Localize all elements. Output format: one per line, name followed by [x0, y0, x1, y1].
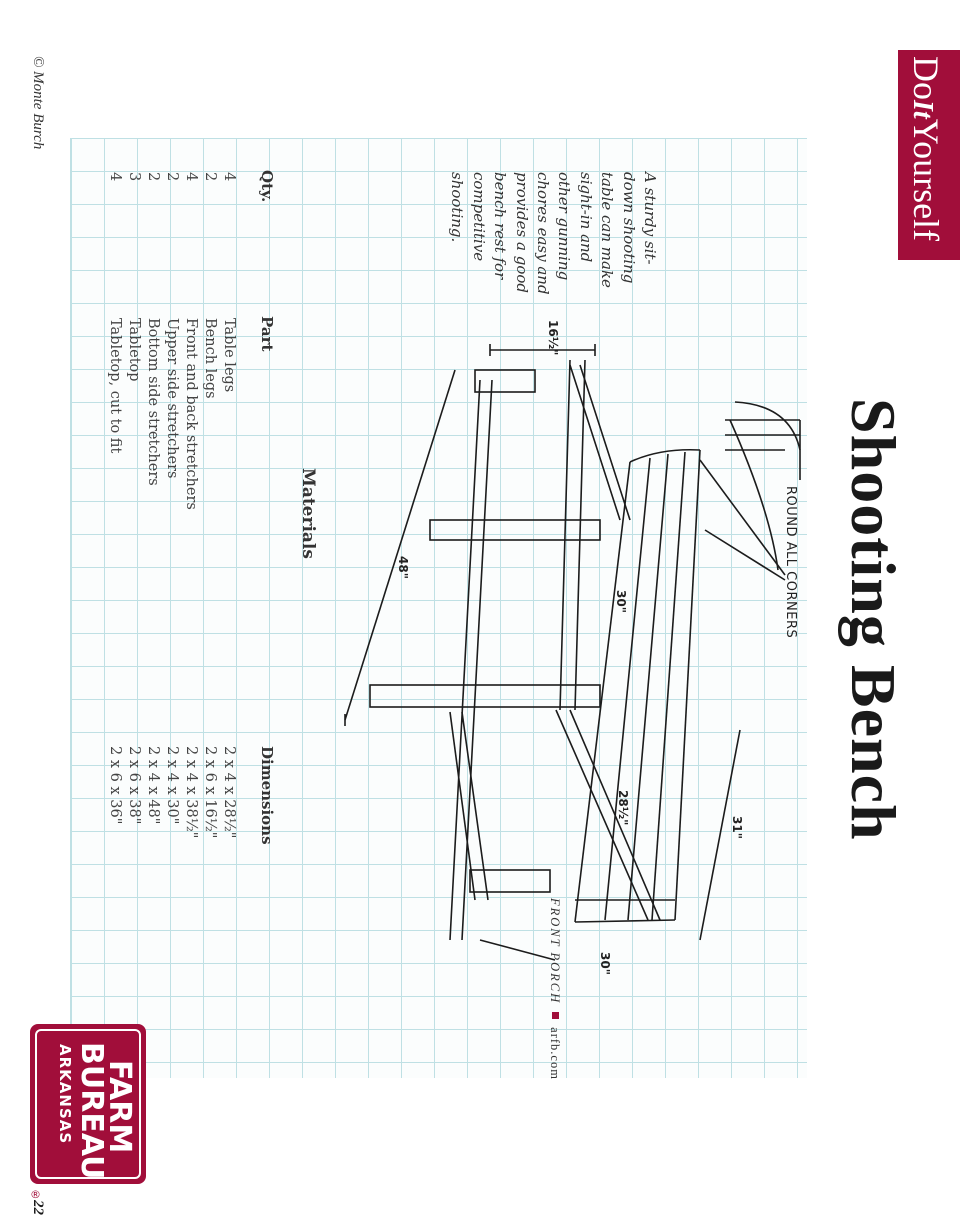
- section-tab-do: Do: [906, 56, 946, 100]
- dim-length: 48": [396, 556, 410, 579]
- materials-heading: Materials: [298, 468, 318, 559]
- part-cell: Table legs: [221, 318, 237, 393]
- rear-rail: [560, 360, 585, 710]
- qty-cell: 3: [126, 172, 142, 182]
- part-cell: Front and back stretchers: [183, 318, 199, 510]
- dim-inner-depth: 28½": [616, 790, 630, 826]
- page-number: 22: [30, 1200, 46, 1215]
- footer-magazine: FRONT PORCH: [548, 898, 562, 1005]
- qty-cell: 4: [183, 172, 199, 182]
- qty-cell: 2: [145, 172, 161, 182]
- section-tab-it: It: [907, 100, 938, 119]
- blurb-line: A sturdy sit-: [641, 172, 659, 265]
- intro-blurb: [446, 172, 660, 295]
- footer-separator: [552, 1012, 559, 1019]
- header-qty: Qty.: [258, 170, 276, 203]
- header-part: Part: [258, 316, 276, 352]
- part-column: [105, 318, 238, 510]
- bench-drawing: [330, 340, 820, 980]
- logo-arkansas: ARKANSAS: [56, 1044, 74, 1145]
- blurb-line: bench rest for: [491, 172, 510, 280]
- part-cell: Bottom side stretchers: [145, 318, 161, 486]
- part-cell: Tabletop: [126, 318, 142, 382]
- farm-bureau-logo: [30, 1024, 146, 1184]
- qty-cell: 4: [221, 172, 237, 182]
- tabletop-edge-front: [575, 462, 630, 922]
- blurb-line: competitive: [469, 172, 488, 262]
- qty-cell: 2: [164, 172, 180, 182]
- dim-cell: 2 x 6 x 36": [107, 746, 123, 825]
- leg-1: [475, 370, 535, 392]
- blurb-line: table can make: [598, 172, 617, 288]
- tabletop-edge-back: [675, 450, 700, 920]
- section-tab-label: [908, 56, 944, 241]
- logo-bureau: BUREAU: [74, 1042, 109, 1180]
- photo-credit: © Monte Burch: [30, 56, 46, 150]
- dim-cell: 2 x 4 x 30": [164, 746, 180, 825]
- part-cell: Upper side stretchers: [164, 318, 180, 479]
- blurb-line: sight-in and: [576, 172, 595, 263]
- footer-url: arfb.com: [548, 1027, 562, 1080]
- qty-cell: 2: [202, 172, 218, 182]
- dim-cell: 2 x 4 x 48": [145, 746, 161, 825]
- section-tab-yourself: Yourself: [906, 118, 946, 242]
- blurb-line: shooting.: [448, 172, 467, 243]
- dimensions-column: [105, 746, 238, 838]
- leg-3: [370, 685, 600, 707]
- dim-cell: 2 x 4 x 38½": [183, 746, 199, 839]
- leg-2: [430, 520, 600, 540]
- logo-farm: FARM: [102, 1060, 137, 1154]
- dim-cell: 2 x 6 x 38": [126, 746, 142, 825]
- section-tab: [898, 50, 960, 260]
- part-cell: Bench legs: [202, 318, 218, 399]
- front-rail: [450, 380, 492, 940]
- dim-top-width: 31": [730, 816, 744, 839]
- qty-cell: 4: [107, 172, 123, 182]
- dim-cell: 2 x 4 x 28½": [221, 746, 237, 839]
- part-cell: Tabletop, cut to fit: [107, 318, 123, 454]
- blurb-line: down shooting: [619, 172, 638, 284]
- header-dimensions: Dimensions: [258, 746, 276, 845]
- tabletop-rounded-corner: [630, 450, 700, 462]
- leg-4: [470, 870, 550, 892]
- qty-column: [105, 172, 238, 181]
- blurb-line: chores easy and: [534, 172, 553, 295]
- dim-depth: 30": [614, 590, 628, 613]
- dim-side-depth: 30": [598, 952, 612, 975]
- blurb-line: provides a good: [512, 172, 531, 293]
- drawing-callout: ROUND ALL CORNERS: [783, 486, 798, 639]
- footer: [547, 898, 562, 1080]
- registered-mark: ®: [30, 1188, 41, 1201]
- dim-height: 16½": [546, 320, 560, 356]
- blurb-line: other gunning: [555, 172, 574, 281]
- dim-cell: 2 x 6 x 16½": [202, 746, 218, 839]
- page-title: Shooting Bench: [838, 398, 909, 841]
